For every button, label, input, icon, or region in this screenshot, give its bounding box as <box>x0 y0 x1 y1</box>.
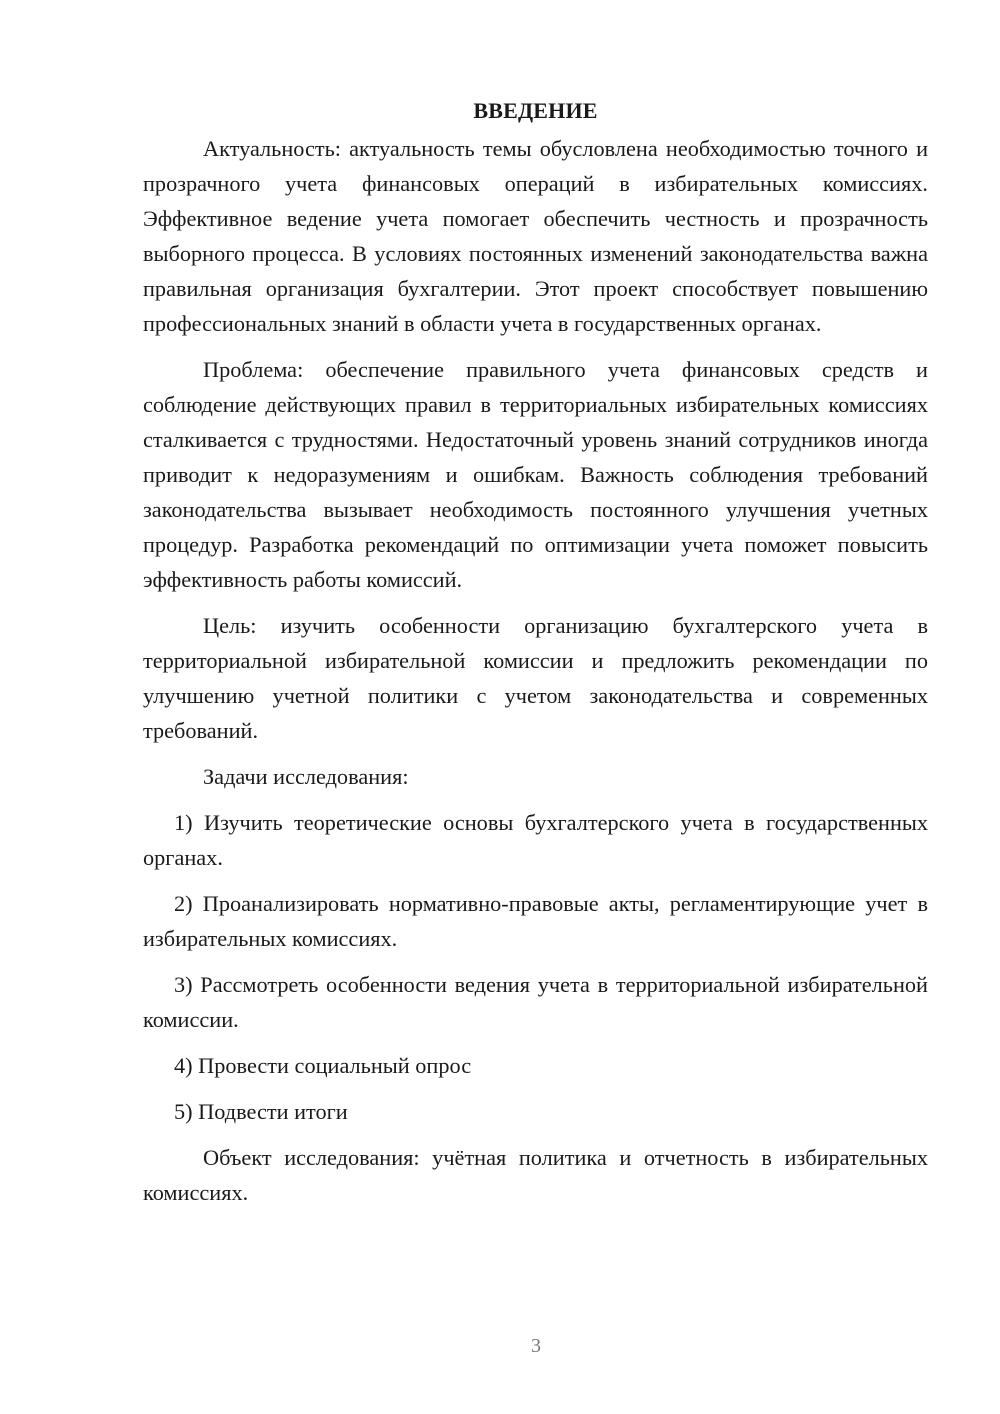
task-item-1: 1) Изучить теоретические основы бухгалтерского учета в государственных органах. <box>143 810 928 870</box>
task-item-5: 5) Подвести итоги <box>174 1099 348 1124</box>
problem-paragraph: Проблема: обеспечение правильного учета финансовых средств и соблюдение действующих правил в территориальных избирательных комиссиях сталкивается с трудностями. Недостаточный уровень знаний сотрудников иногда приводит к недоразумениям и ошибкам. Важность соблюдения требований законодательства вызывает необходимость постоянного улучшения учетных процедур. Разработка рекомендаций по оптимизации учета поможет повысить эффективность работы комиссий. <box>143 357 928 592</box>
task-item-3: 3) Рассмотреть особенности ведения учета в территориальной избирательной комиссии. <box>143 972 928 1032</box>
task-item-4: 4) Провести социальный опрос <box>174 1053 472 1078</box>
object-paragraph: Объект исследования: учётная политика и отчетность в избирательных комиссиях. <box>143 1145 928 1205</box>
tasks-heading: Задачи исследования: <box>203 764 409 789</box>
section-title: ВВЕДЕНИЕ <box>473 98 598 123</box>
goal-paragraph: Цель: изучить особенности организацию бухгалтерского учета в территориальной избирательной комиссии и предложить рекомендации по улучшению учетной политики с учетом законодательства и современных требований. <box>143 613 928 743</box>
task-item-2: 2) Проанализировать нормативно-правовые акты, регламентирующие учет в избирательных комиссиях. <box>143 891 928 951</box>
page-number: 3 <box>531 1335 541 1357</box>
document-page <box>143 93 928 1210</box>
relevance-paragraph: Актуальность: актуальность темы обусловлена необходимостью точного и прозрачного учета финансовых операций в избирательных комиссиях. Эффективное ведение учета помогает обеспечить честность и прозрачность выборного процесса. В условиях постоянных изменений законодательства важна правильная организация бухгалтерии. Этот проект способствует повышению профессиональных знаний в области учета в государственных органах. <box>143 136 928 336</box>
